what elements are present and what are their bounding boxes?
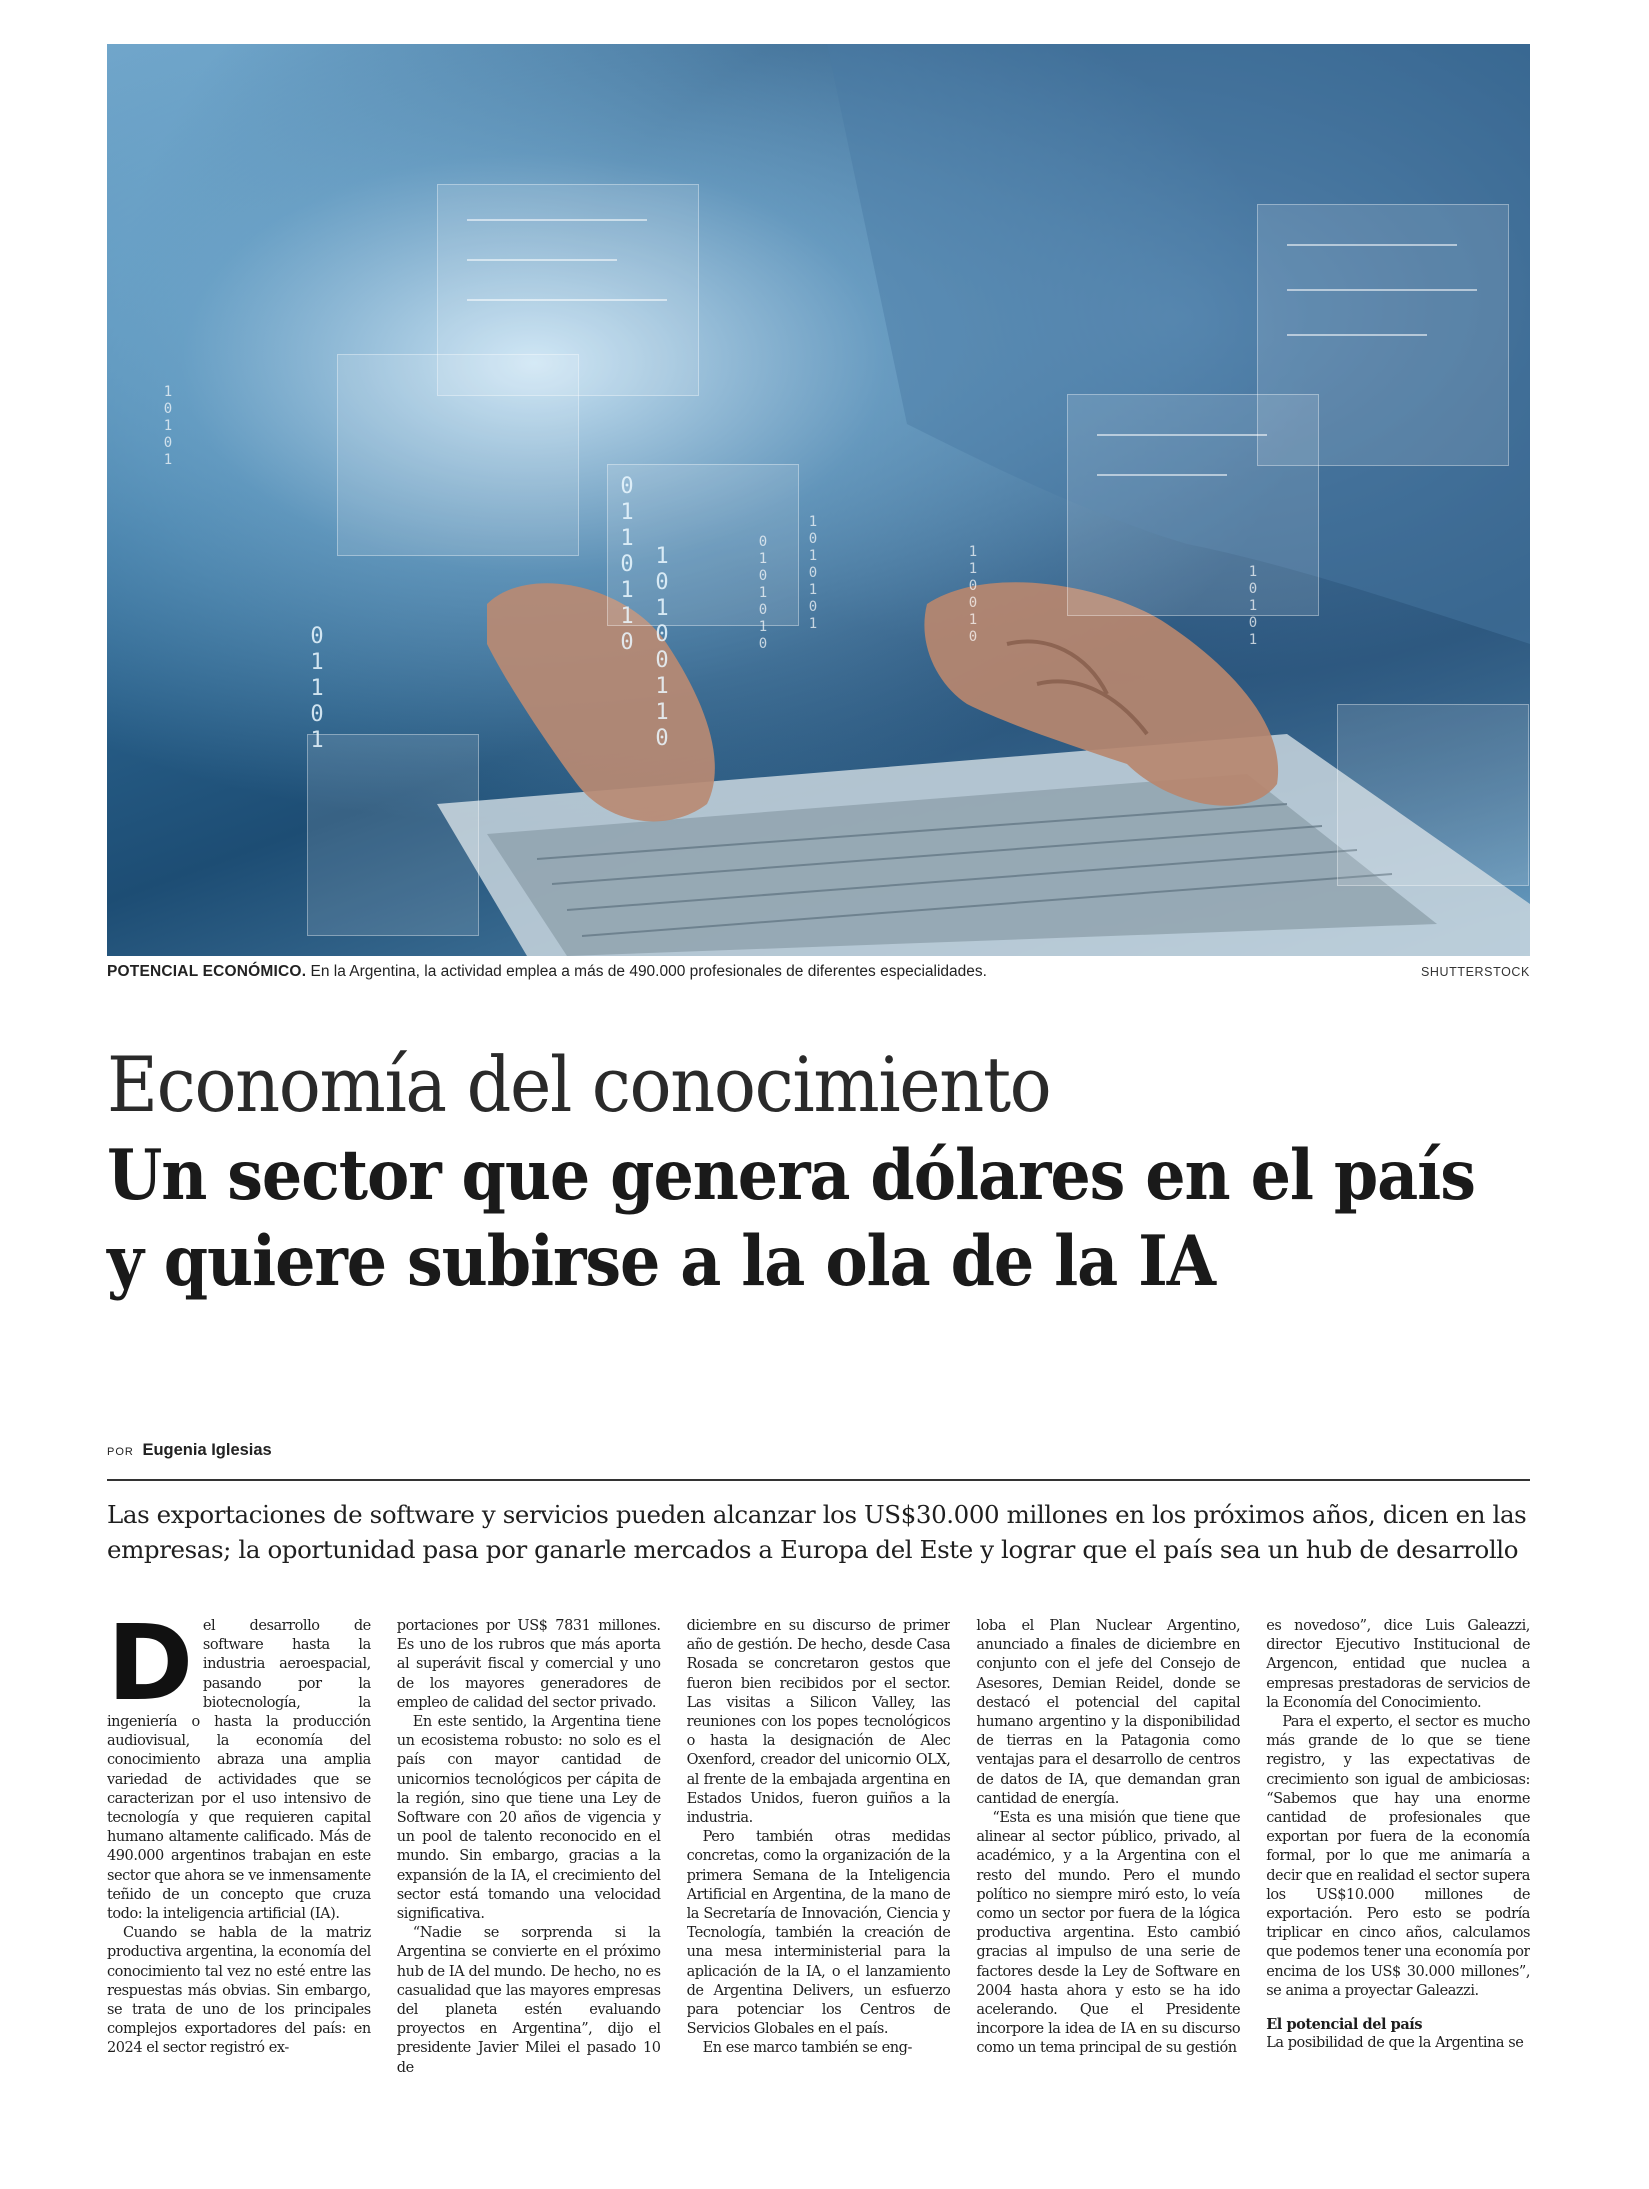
binary-stream: 110010: [968, 544, 978, 645]
binary-stream: 10101: [1248, 564, 1258, 648]
paragraph: En ese marco también se eng-: [702, 2040, 912, 2057]
subheading: El potencial del país: [1266, 2016, 1423, 2034]
hero-photo: [107, 44, 1530, 956]
code-panel: [1337, 704, 1529, 886]
paragraph: Del desarrollo de software hasta la industria aeroespacial, pasando por la biotecnología, la ingeniería o hasta la producción audiovisual, la economía del conocimiento abraza una amplia variedad de actividades que se caracterizan por el uso intensivo de tecnología y que requieren capital humano altamente calificado. Más de 490.000 argentinos trabajan en este sector que ahora se ve inmensamente teñido de un concepto que cruza todo: la inteligencia artificial (IA).: [107, 1617, 371, 1923]
code-line: [1097, 434, 1267, 436]
paragraph: es novedoso”, dice Luis Galeazzi, director Ejecutivo Institucional de Argencon, entidad que nuclea a empresas prestadoras de servicios de la Economía del Conocimiento.: [1266, 1618, 1530, 1711]
code-line: [467, 219, 647, 221]
section-kicker: Economía del conocimiento: [107, 1040, 1051, 1129]
code-panel: [337, 354, 579, 556]
binary-stream: 1010101: [808, 514, 818, 632]
headline-line-2: y quiere subirse a la ola de la IA: [107, 1221, 1215, 1302]
body-column-3: [687, 1617, 951, 2177]
photo-credit: SHUTTERSTOCK: [1420, 965, 1530, 979]
body-column-2: [397, 1617, 661, 2177]
paragraph: diciembre en su discurso de primer año de gestión. De hecho, desde Casa Rosada se concretaron gestos que fueron bien recibidos por el sector. Las visitas a Silicon Valley, las reuniones con los popes tecnológicos o hasta la designación de Alec Oxenford, creador del unicornio OLX, al frente de la embajada argentina en Estados Unidos, fueron guiños a la industria.: [686, 1618, 951, 1827]
headline-line-1: Un sector que genera dólares en el país: [107, 1135, 1475, 1216]
binary-stream: 10101: [163, 384, 173, 468]
dropcap: D: [107, 1617, 193, 1724]
paragraph: Para el experto, el sector es mucho más grande de lo que se tiene registro, y las expectativas de crecimiento son igual de ambiciosas: “Sabemos que hay una enorme cantidad de profesionales que exportan por fuera de la economía formal, por lo que me animaría a decir que en realidad el sector supera los US$10.000 millones de exportación. Pero esto se podría triplicar en cinco años, calculamos que podemos tener una economía por encima de los US$ 30.000 millones”, se anima a proyectar Galeazzi.: [1266, 1714, 1530, 1999]
photo-caption: [107, 963, 1530, 985]
article-body: [107, 1617, 1530, 2177]
code-line: [467, 259, 617, 261]
paragraph: En este sentido, la Argentina tiene un ecosistema robusto: no solo es el país con mayor cantidad de unicornios tecnológicos per cápita de la región, sino que tiene una Ley de Software con 20 años de vigencia y un pool de talento reconocido en el mundo. Sin embargo, gracias a la expansión de la IA, el crecimiento del sector está tomando una velocidad significativa.: [396, 1714, 661, 1923]
body-column-1: [107, 1617, 371, 2177]
binary-stream: 10100110: [655, 544, 669, 751]
paragraph: “Esta es una misión que tiene que alinear al sector público, privado, al académico, y a la Argentina con el resto del mundo. Pero el mundo político no siempre miró esto, lo veía como un sector por fuera de la lógica productiva argentina. Esto cambió gracias al impulso de una serie de factores desde la Ley de Software en 2004 hasta ahora y esto se ha ido acelerando. Que el Presidente incorpore la idea de IA en su discurso como un tema principal de su gestión: [976, 1810, 1241, 2057]
binary-stream: 01101: [310, 624, 324, 753]
code-line: [1287, 334, 1427, 336]
author-name: Eugenia Iglesias: [142, 1441, 272, 1459]
paragraph: Cuando se habla de la matriz productiva argentina, la economía del conocimiento tal vez no esté entre las respuestas más obvias. Sin embargo, se trata de uno de los principales complejos exportadores del país: en 2024 el sector registró ex-: [107, 1925, 371, 2057]
body-column-5: [1266, 1617, 1530, 2177]
body-column-4: [976, 1617, 1240, 2177]
headline: [107, 1133, 1542, 1305]
paragraph: loba el Plan Nuclear Argentino, anunciado a finales de diciembre en conjunto con el jefe del Consejo de Asesores, Demian Reidel, donde se destacó el potencial del capital humano argentino y la disponibilidad de tierras en la Patagonia como ventajas para el desarrollo de centros de datos de IA, que demandan gran cantidad de energía.: [976, 1618, 1241, 1807]
byline-prefix: POR: [107, 1446, 134, 1458]
paragraph: Pero también otras medidas concretas, como la organización de la primera Semana de la Inteligencia Artificial en Argentina, de la mano de la Secretaría de Innovación, Ciencia y Tecnología, también la creación de una mesa interministerial para la aplicación de la IA, o el lanzamiento de Argentina Delivers, un esfuerzo para potenciar los Centros de Servicios Globales en el país.: [686, 1829, 951, 2038]
byline: [107, 1441, 272, 1460]
paragraph: portaciones por US$ 7831 millones. Es uno de los rubros que más aporta al superávit fiscal y comercial y uno de los mayores generadores de empleo de calidad del sector privado.: [396, 1618, 661, 1711]
paragraph: “Nadie se sorprenda si la Argentina se convierte en el próximo hub de IA del mundo. De hecho, no es casualidad que las mayores empresas del planeta estén evaluando proyectos en Argentina”, dijo el presidente Javier Milei el pasado 10 de: [396, 1925, 661, 2076]
caption-text: En la Argentina, la actividad emplea a más de 490.000 profesionales de diferentes especialidades.: [310, 963, 987, 980]
paragraph: La posibilidad de que la Argentina se: [1266, 2035, 1524, 2052]
article-deck: Las exportaciones de software y servicios pueden alcanzar los US$30.000 millones en los próximos años, dicen en las empresas; la oportunidad pasa por ganarle mercados a Europa del Este y lograr que el país sea un hub de desarrollo: [107, 1500, 1527, 1564]
binary-stream: 0110110: [620, 474, 634, 655]
binary-stream: 0101010: [758, 534, 768, 652]
code-line: [467, 299, 667, 301]
code-panel: [307, 734, 479, 936]
code-line: [1287, 289, 1477, 291]
code-line: [1287, 244, 1457, 246]
divider: [107, 1479, 1530, 1481]
caption-label: POTENCIAL ECONÓMICO.: [107, 963, 307, 980]
code-line: [1097, 474, 1227, 476]
